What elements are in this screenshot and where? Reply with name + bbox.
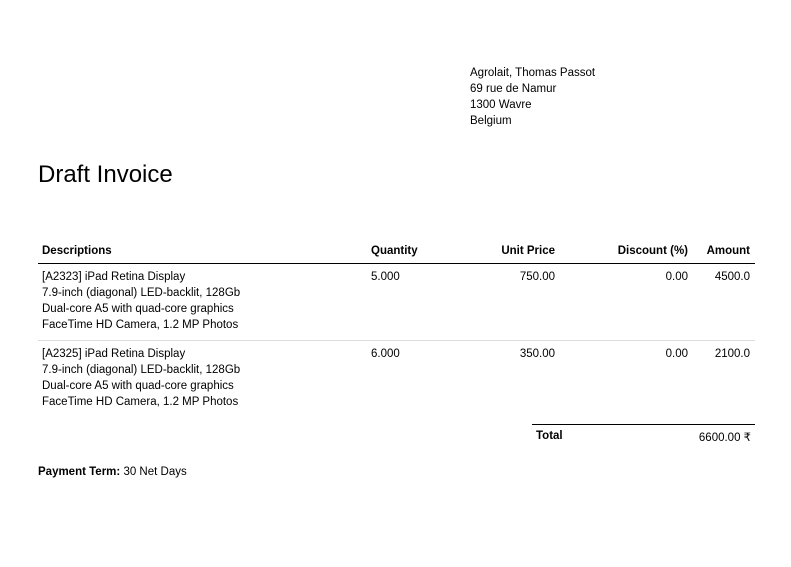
header-quantity: Quantity (366, 240, 485, 264)
total-row (532, 425, 755, 444)
line-quantity: 5.000 (371, 271, 400, 283)
table-row (38, 341, 755, 418)
description-line: [A2325] iPad Retina Display (42, 348, 186, 360)
partner-address (470, 65, 595, 129)
description-line: [A2323] iPad Retina Display (42, 271, 186, 283)
document-title: Draft Invoice (38, 161, 173, 188)
line-discount: 0.00 (559, 341, 692, 418)
header-row (38, 240, 755, 264)
line-description (38, 264, 366, 341)
description-line: Dual-core A5 with quad-core graphics (42, 303, 234, 315)
table-header (38, 240, 755, 264)
partner-name: Agrolait, Thomas Passot (470, 67, 596, 79)
line-discount: 0.00 (665, 271, 688, 283)
header-discount: Discount (%) (559, 240, 692, 264)
totals-block (532, 424, 755, 444)
description-line: FaceTime HD Camera, 1.2 MP Photos (42, 396, 239, 408)
payment-term-value: 30 Net Days (123, 466, 187, 478)
table-row (38, 264, 755, 341)
line-unit-price: 350.00 (485, 341, 559, 418)
partner-country: Belgium (470, 115, 512, 127)
line-unit-price: 750.00 (519, 271, 555, 283)
header-amount: Amount (692, 240, 755, 264)
line-amount: 2100.0 (692, 341, 755, 418)
header-unit-price: Unit Price (485, 240, 559, 264)
payment-term-label: Payment Term: (38, 466, 121, 478)
description-line: 7.9-inch (diagonal) LED-backlit, 128Gb (42, 287, 241, 299)
invoice-lines-table (38, 240, 755, 417)
description-line: 7.9-inch (diagonal) LED-backlit, 128Gb (42, 364, 241, 376)
description-line: Dual-core A5 with quad-core graphics (42, 380, 234, 392)
line-quantity: 6.000 (366, 341, 485, 418)
payment-term (38, 466, 187, 478)
header-descriptions: Descriptions (38, 240, 366, 264)
total-value: 6600.00 ₹ (698, 432, 751, 444)
partner-city: 1300 Wavre (470, 99, 532, 111)
total-label: Total (536, 430, 563, 442)
partner-street: 69 rue de Namur (470, 83, 557, 95)
description-line: FaceTime HD Camera, 1.2 MP Photos (42, 319, 239, 331)
line-amount: 4500.0 (714, 271, 750, 283)
table-body (38, 264, 755, 418)
line-description (38, 341, 366, 418)
